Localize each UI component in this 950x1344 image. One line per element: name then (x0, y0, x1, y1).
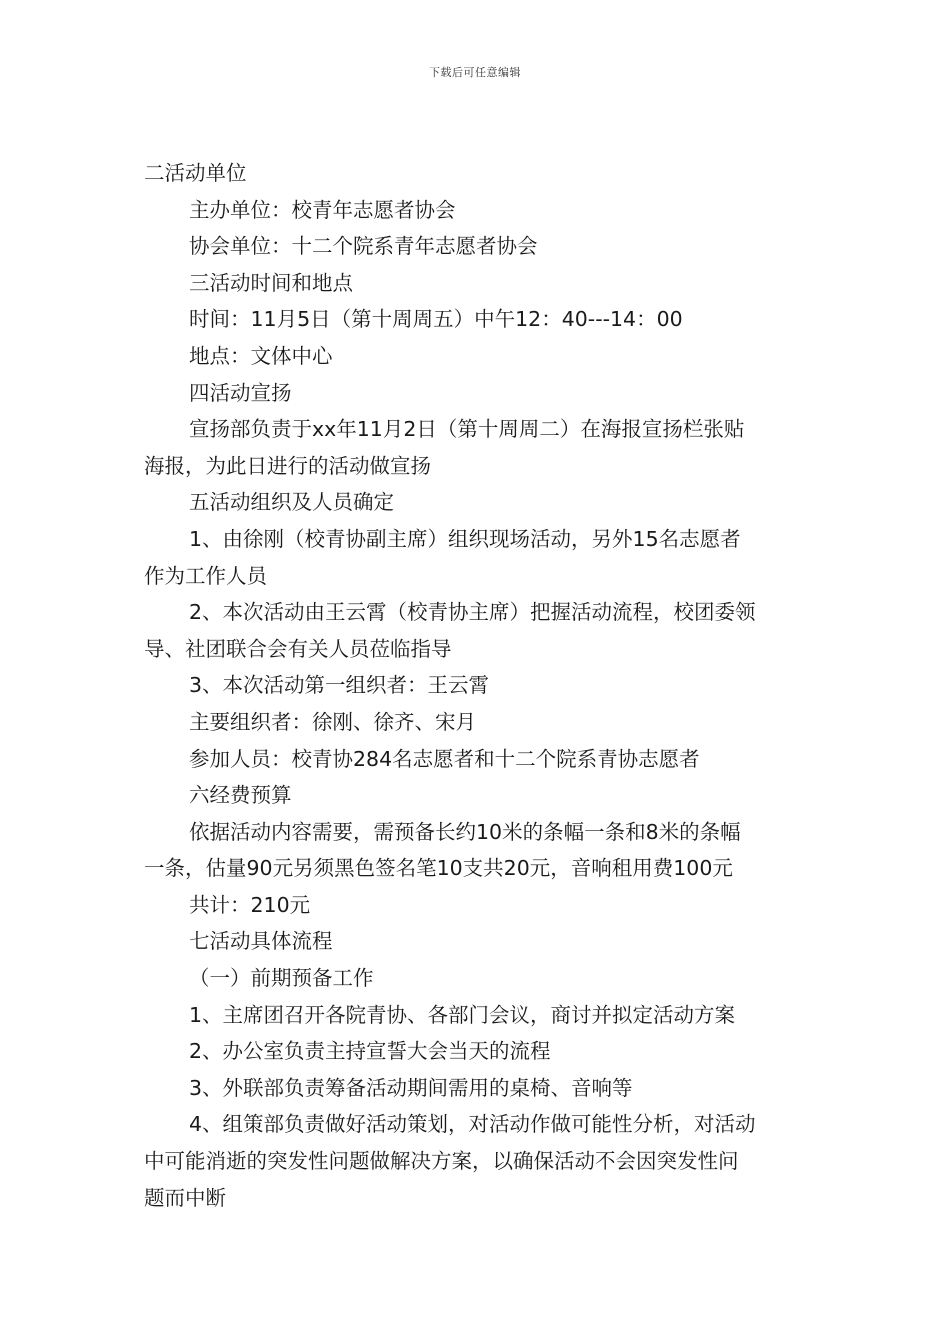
text-line: 宣扬部负责于xx年11月2日（第十周周二）在海报宣扬栏张贴 (189, 417, 745, 442)
text-line: 参加人员：校青协284名志愿者和十二个院系青协志愿者 (189, 746, 700, 771)
text-line: 依据活动内容需要，需预备长约10米的条幅一条和8米的条幅 (189, 819, 741, 844)
page-header: 下载后可任意编辑 (429, 66, 521, 79)
text-line: 4、组策部负责做好活动策划，对活动作做可能性分析，对活动 (189, 1112, 756, 1137)
text-line: 2、本次活动由王云霄（校青协主席）把握活动流程，校团委领 (189, 600, 756, 625)
text-line: 五活动组织及人员确定 (189, 490, 394, 515)
text-line: 时间：11月5日（第十周周五）中午12：40---14：00 (189, 307, 683, 332)
text-line: 海报，为此日进行的活动做宣扬 (144, 453, 431, 478)
text-line: 导、社团联合会有关人员莅临指导 (144, 636, 452, 661)
text-line: 一条，估量90元另须黑色签名笔10支共20元，音响租用费100元 (144, 856, 733, 881)
text-line: 1、主席团召开各院青协、各部门会议，商讨并拟定活动方案 (189, 1002, 736, 1027)
text-line: 3、外联部负责筹备活动期间需用的桌椅、音响等 (189, 1075, 633, 1100)
text-line: 六经费预算 (189, 783, 292, 808)
document-body (144, 155, 808, 1216)
text-line: 2、办公室负责主持宣誓大会当天的流程 (189, 1039, 551, 1064)
text-line: 三活动时间和地点 (189, 270, 353, 295)
text-line: 七活动具体流程 (189, 929, 333, 954)
text-line: 3、本次活动第一组织者：王云霄 (189, 673, 490, 698)
text-line: 四活动宣扬 (189, 380, 292, 405)
text-line: 主办单位：校青年志愿者协会 (189, 197, 456, 222)
text-line: 共计：210元 (189, 892, 311, 917)
text-line: （一）前期预备工作 (189, 966, 374, 991)
text-line: 中可能消逝的突发性问题做解决方案，以确保活动不会因突发性问 (144, 1149, 739, 1174)
text-line: 1、由徐刚（校青协副主席）组织现场活动，另外15名志愿者 (189, 526, 741, 551)
text-line: 作为工作人员 (144, 563, 267, 588)
text-line: 地点：文体中心 (189, 343, 333, 368)
text-line: 二活动单位 (144, 161, 247, 185)
text-line: 协会单位：十二个院系青年志愿者协会 (189, 234, 538, 259)
text-line: 题而中断 (144, 1185, 226, 1210)
text-line: 主要组织者：徐刚、徐齐、宋月 (189, 709, 476, 734)
